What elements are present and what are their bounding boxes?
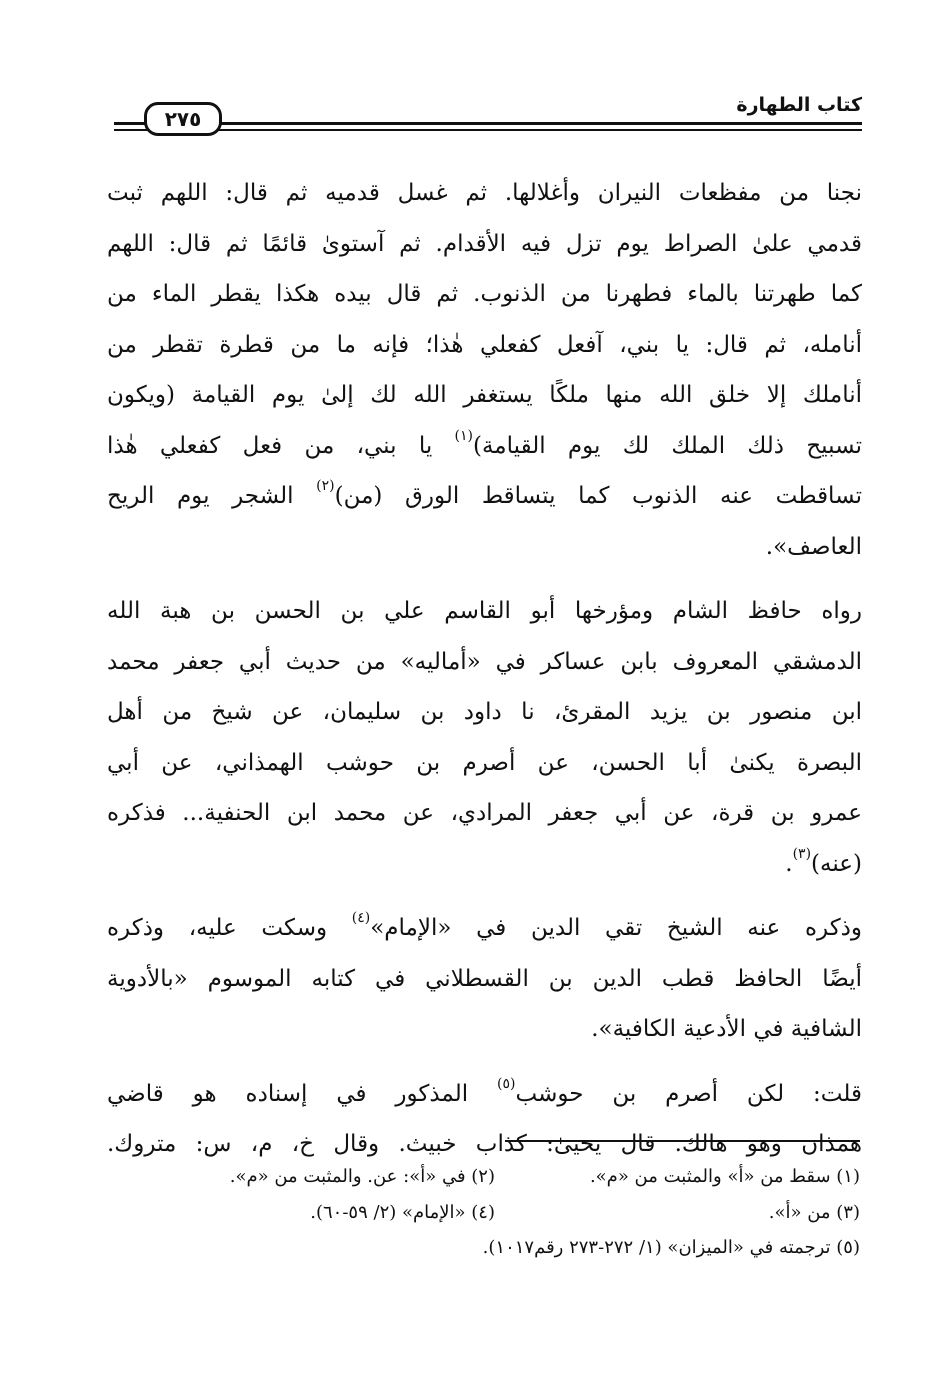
text-segment: الشجر يوم الريح [107, 483, 317, 509]
text-line: البصرة يكنىٰ أبا الحسن، عن أصرم بن حوشب الهمذاني، عن أبي [107, 749, 862, 776]
footnote-2: (٢) في «أ»: عن. والمثبت من «م». [229, 1165, 495, 1187]
text-segment: قلت: لكن أصرم بن حوشب [515, 1080, 863, 1107]
text-line [107, 903, 862, 954]
note-ref: (٣) [792, 845, 812, 862]
text-segment: تسبيح ذلك الملك لك يوم القيامة) [473, 432, 862, 459]
text-line: عمرو بن قرة، عن أبي جعفر المرادي، عن محمد ابن الحنفية... فذكره [107, 800, 862, 826]
text-line: نجنا من مفظعات النيران وأغلالها. ثم غسل قدميه ثم قال: اللهم ثبت [107, 180, 862, 206]
page-number: ٢٧٥ [144, 102, 222, 136]
note-ref: (٥) [497, 1075, 516, 1092]
text-line: ابن منصور بن يزيد المقرئ، نا داود بن سليمان، عن شيخ من أهل [107, 699, 862, 725]
footnotes [130, 1158, 860, 1266]
header-rule-top [114, 122, 862, 125]
page-header [114, 92, 862, 142]
text-segment: وذكره عنه الشيخ تقي الدين في «الإمام» [370, 915, 862, 941]
footnote-4: (٤) «الإمام» (٢/ ٥٩-٦٠). [310, 1201, 495, 1223]
running-title: كتاب الطهارة [736, 94, 862, 116]
text-line: همذان وهو هالك. قال يحيىٰ: كذاب خبيث. وقال خ، م، س: متروك. [107, 1131, 862, 1157]
text-segment: وسكت عليه، وذكره [107, 915, 352, 941]
text-line [107, 1069, 862, 1120]
text-segment: (عنه) [811, 850, 862, 877]
footnote-1: (١) سقط من «أ» والمثبت من «م». [589, 1165, 860, 1187]
text-line: أيضًا الحافظ قطب الدين بن القسطلاني في كتابه الموسوم «بالأدوية [107, 965, 862, 992]
note-ref: (٤) [351, 910, 371, 927]
text-line [107, 471, 862, 522]
text-segment: يا بني، من فعل كفعلي هٰذا [107, 432, 455, 459]
text-line: رواه حافظ الشام ومؤرخها أبو القاسم علي بن الحسن بن هبة الله [107, 598, 862, 624]
footnote-3: (٣) من «أ». [768, 1201, 860, 1223]
text-line: قدمي علىٰ الصراط يوم تزل فيه الأقدام. ثم آستوىٰ قائمًا ثم قال: اللهم [107, 230, 862, 257]
text-segment: المذكور في إسناده هو قاضي [107, 1080, 498, 1107]
text-line: كما طهرتنا بالماء فطهرنا من الذنوب. ثم قال بيده هكذا يقطر الماء من [107, 281, 862, 307]
text-line [107, 421, 862, 472]
text-line [107, 839, 862, 890]
text-line: الدمشقي المعروف بابن عساكر في «أماليه» من حديث أبي جعفر محمد [107, 648, 862, 675]
main-text [107, 168, 862, 1170]
text-segment: تساقطت عنه الذنوب كما يتساقط الورق (من) [334, 483, 862, 509]
text-line: أناملك إلا خلق الله منها ملكًا يستغفر الله لك إلىٰ يوم القيامة (ويكون [107, 382, 862, 408]
text-line: العاصف». [765, 533, 862, 560]
text-line: أنامله، ثم قال: يا بني، آفعل كفعلي هٰذا؛ فإنه ما من قطرة تقطر من [107, 331, 862, 358]
text-segment: . [785, 850, 793, 877]
text-line: الشافية في الأدعية الكافية». [591, 1016, 862, 1042]
footnote-separator [505, 1140, 860, 1142]
header-rule-bottom [114, 129, 862, 131]
footnote-5: (٥) ترجمته في «الميزان» (١/ ٢٧٢-٢٧٣ رقم١٠١٧). [482, 1237, 860, 1258]
note-ref: (٢) [316, 478, 335, 495]
note-ref: (١) [454, 427, 473, 444]
